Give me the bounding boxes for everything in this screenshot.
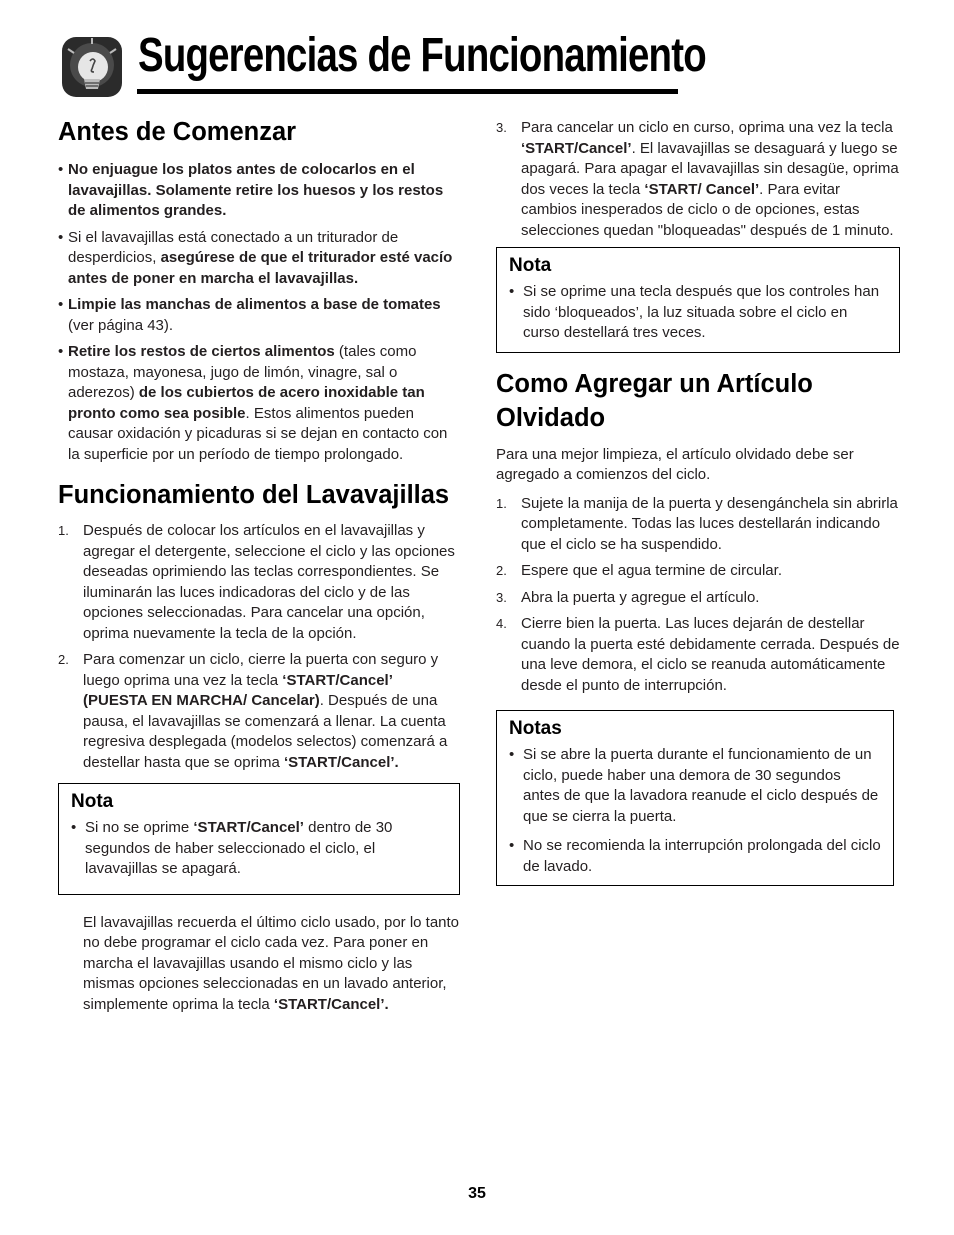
step-bold: ‘START/Cancel’ [521, 139, 632, 157]
antes-item-3-bold: Limpie las manchas de alimentos a base de tomates [68, 296, 441, 313]
step-text-2: . Después de una pausa, el lavavajillas se comenzará a llenar. La cuenta regresiva desplegada (modelos selectos) comenzará a destellar hasta que se oprima [83, 692, 448, 771]
nota-text: Si no se oprime [85, 819, 194, 836]
antes-item-4-bold: Retire los restos de ciertos alimentos [68, 343, 335, 360]
step-number: 2. [496, 563, 507, 578]
step-text: Espere que el agua termine de circular. [521, 562, 782, 579]
after-note-text: El lavavajillas recuerda el último ciclo usado, por lo tanto no debe programar el ciclo cada vez. Para poner en marcha el lavavajillas usando el mismo ciclo y las mismas opciones seleccionadas en un lavado anterior, simplemente oprima la tecla [83, 913, 460, 1013]
right-column [496, 118, 900, 886]
step-text-2: . El lavavajillas se desaguará y luego se apagará. Para apagar el lavavajillas sin desagüe, oprima dos veces la tecla [521, 139, 899, 198]
nota-text: Si se oprime una tecla después que los controles han sido ‘bloqueados’, la luz situada sobre el ciclo en curso destellará tres veces. [523, 283, 880, 341]
notas-text: Si se abre la puerta durante el funcionamiento de un ciclo, puede haber una demora de 30 segundos antes de que la lavadora reanude el ciclo después de que se cierra la puerta. [523, 746, 879, 825]
heading-articulo-olvidado: Como Agregar un Artículo Olvidado [496, 369, 813, 432]
antes-item-3-text: (ver página 43). [68, 316, 174, 334]
antes-item-2 [58, 228, 460, 290]
antes-item-4-bold-2: de los cubiertos de acero inoxidable tan pronto como sea posible [68, 384, 425, 422]
notas-item [509, 745, 881, 827]
step-text: Sujete la manija de la puerta y desengánchela sin abrirla completamente. Todas las luces destellarán indicando que el ciclo se ha suspendido. [521, 494, 898, 553]
step-number: 3. [496, 589, 507, 605]
step-number: 2. [58, 652, 69, 667]
olvidado-steps [496, 494, 900, 697]
notas-text: No se recomienda la interrupción prolongada del ciclo de lavado. [523, 837, 881, 875]
olvidado-step-3 [496, 588, 900, 609]
step-text-3: . Para evitar cambios inesperados de ciclo o de opciones, estas selecciones quedan "bloqueadas" después de 1 minuto. [521, 180, 894, 239]
step-number: 1. [496, 495, 507, 511]
antes-item-4 [58, 342, 460, 465]
step-number: 1. [58, 523, 69, 538]
nota-bold: ‘START/Cancel’ [193, 819, 304, 836]
step-text: Para cancelar un ciclo en curso, oprima una vez la tecla [521, 119, 893, 136]
antes-item-4-text-2: . Estos alimentos pueden causar oxidación y picaduras si se dejan en contacto con la superficie por un período de tiempo prolongado. [68, 404, 448, 463]
antes-item-1 [58, 160, 460, 222]
olvidado-step-4 [496, 614, 900, 696]
step-text: Abra la puerta y agregue el artículo. [521, 588, 760, 606]
step-text: Para comenzar un ciclo, cierre la puerta con seguro y luego oprima una vez la tecla [83, 651, 439, 689]
lightbulb-icon [60, 35, 124, 99]
after-note-paragraph [58, 913, 460, 1016]
funcionamiento-step-3 [496, 118, 900, 241]
step-number: 3. [496, 120, 507, 135]
step-text: Cierre bien la puerta. Las luces dejarán de destellar cuando la puerta esté debidamente cerrada. Después de una leve demora, el ciclo se reanuda automáticamente desde el punto de interrupción. [521, 615, 900, 694]
notas-list [509, 745, 881, 877]
page-title: Sugerencias de Funcionamiento [138, 29, 706, 82]
funcionamiento-step-2 [58, 650, 460, 773]
olvidado-intro: Para una mejor limpieza, el artículo olvidado debe ser agregado a comienzos del ciclo. [496, 445, 854, 483]
antes-item-3 [58, 295, 460, 336]
antes-list [58, 160, 460, 465]
notas-title: Notas [509, 718, 562, 739]
left-column [58, 110, 460, 1015]
olvidado-step-2 [496, 561, 900, 582]
step-text: Después de colocar los artículos en el lavavajillas y agregar el detergente, seleccione el ciclo y las opciones deseadas oprimiendo las teclas correspondientes. Se iluminarán las luces indicadoras del ciclo y de las opciones seleccionadas. Para cancelar una opción, oprima nuevamente la tecla de la opción. [83, 522, 455, 642]
step-bold-2: ‘START/Cancel’. [283, 753, 399, 771]
antes-item-2-bold: asegúrese de que el triturador esté vacío antes de poner en marcha el lavavajillas. [68, 249, 453, 287]
notas-item [509, 836, 881, 877]
page-number: 35 [468, 1185, 486, 1202]
nota-title: Nota [509, 255, 552, 276]
heading-funcionamiento: Funcionamiento del Lavavajillas [58, 481, 450, 509]
olvidado-step-1 [496, 494, 900, 556]
after-note-bold: ‘START/Cancel’. [273, 995, 389, 1013]
step-bold: ‘START/Cancel’ (PUESTA EN MARCHA/ Cancelar) [83, 671, 393, 709]
funcionamiento-step-1 [58, 521, 460, 644]
funcionamiento-steps [58, 521, 460, 773]
antes-item-4-text: (tales como mostaza, mayonesa, jugo de limón, vinagre, sal o aderezos) [68, 343, 417, 401]
nota-box [58, 783, 460, 895]
antes-item-1-bold: No enjuague los platos antes de colocarlos en el lavavajillas. Solamente retire los huesos y los restos de alimentos grandes. [68, 161, 444, 219]
title-rule [137, 89, 678, 94]
nota-item [509, 282, 887, 344]
nota-box-2 [496, 247, 900, 353]
heading-antes-de-comenzar: Antes de Comenzar [58, 118, 297, 146]
nota-item [71, 818, 447, 880]
funcionamiento-steps-continued [496, 118, 900, 241]
step-number: 4. [496, 616, 507, 631]
notas-box [496, 710, 894, 886]
antes-item-2-text: Si el lavavajillas está conectado a un triturador de desperdicios, [68, 228, 399, 266]
nota-list [71, 818, 447, 880]
nota-list [509, 282, 887, 344]
nota-title: Nota [71, 791, 114, 812]
step-bold-2: ‘START/ Cancel’ [644, 180, 760, 198]
nota-text-2: dentro de 30 segundos de haber seleccionado el ciclo, el lavavajillas se apagará. [85, 819, 393, 877]
